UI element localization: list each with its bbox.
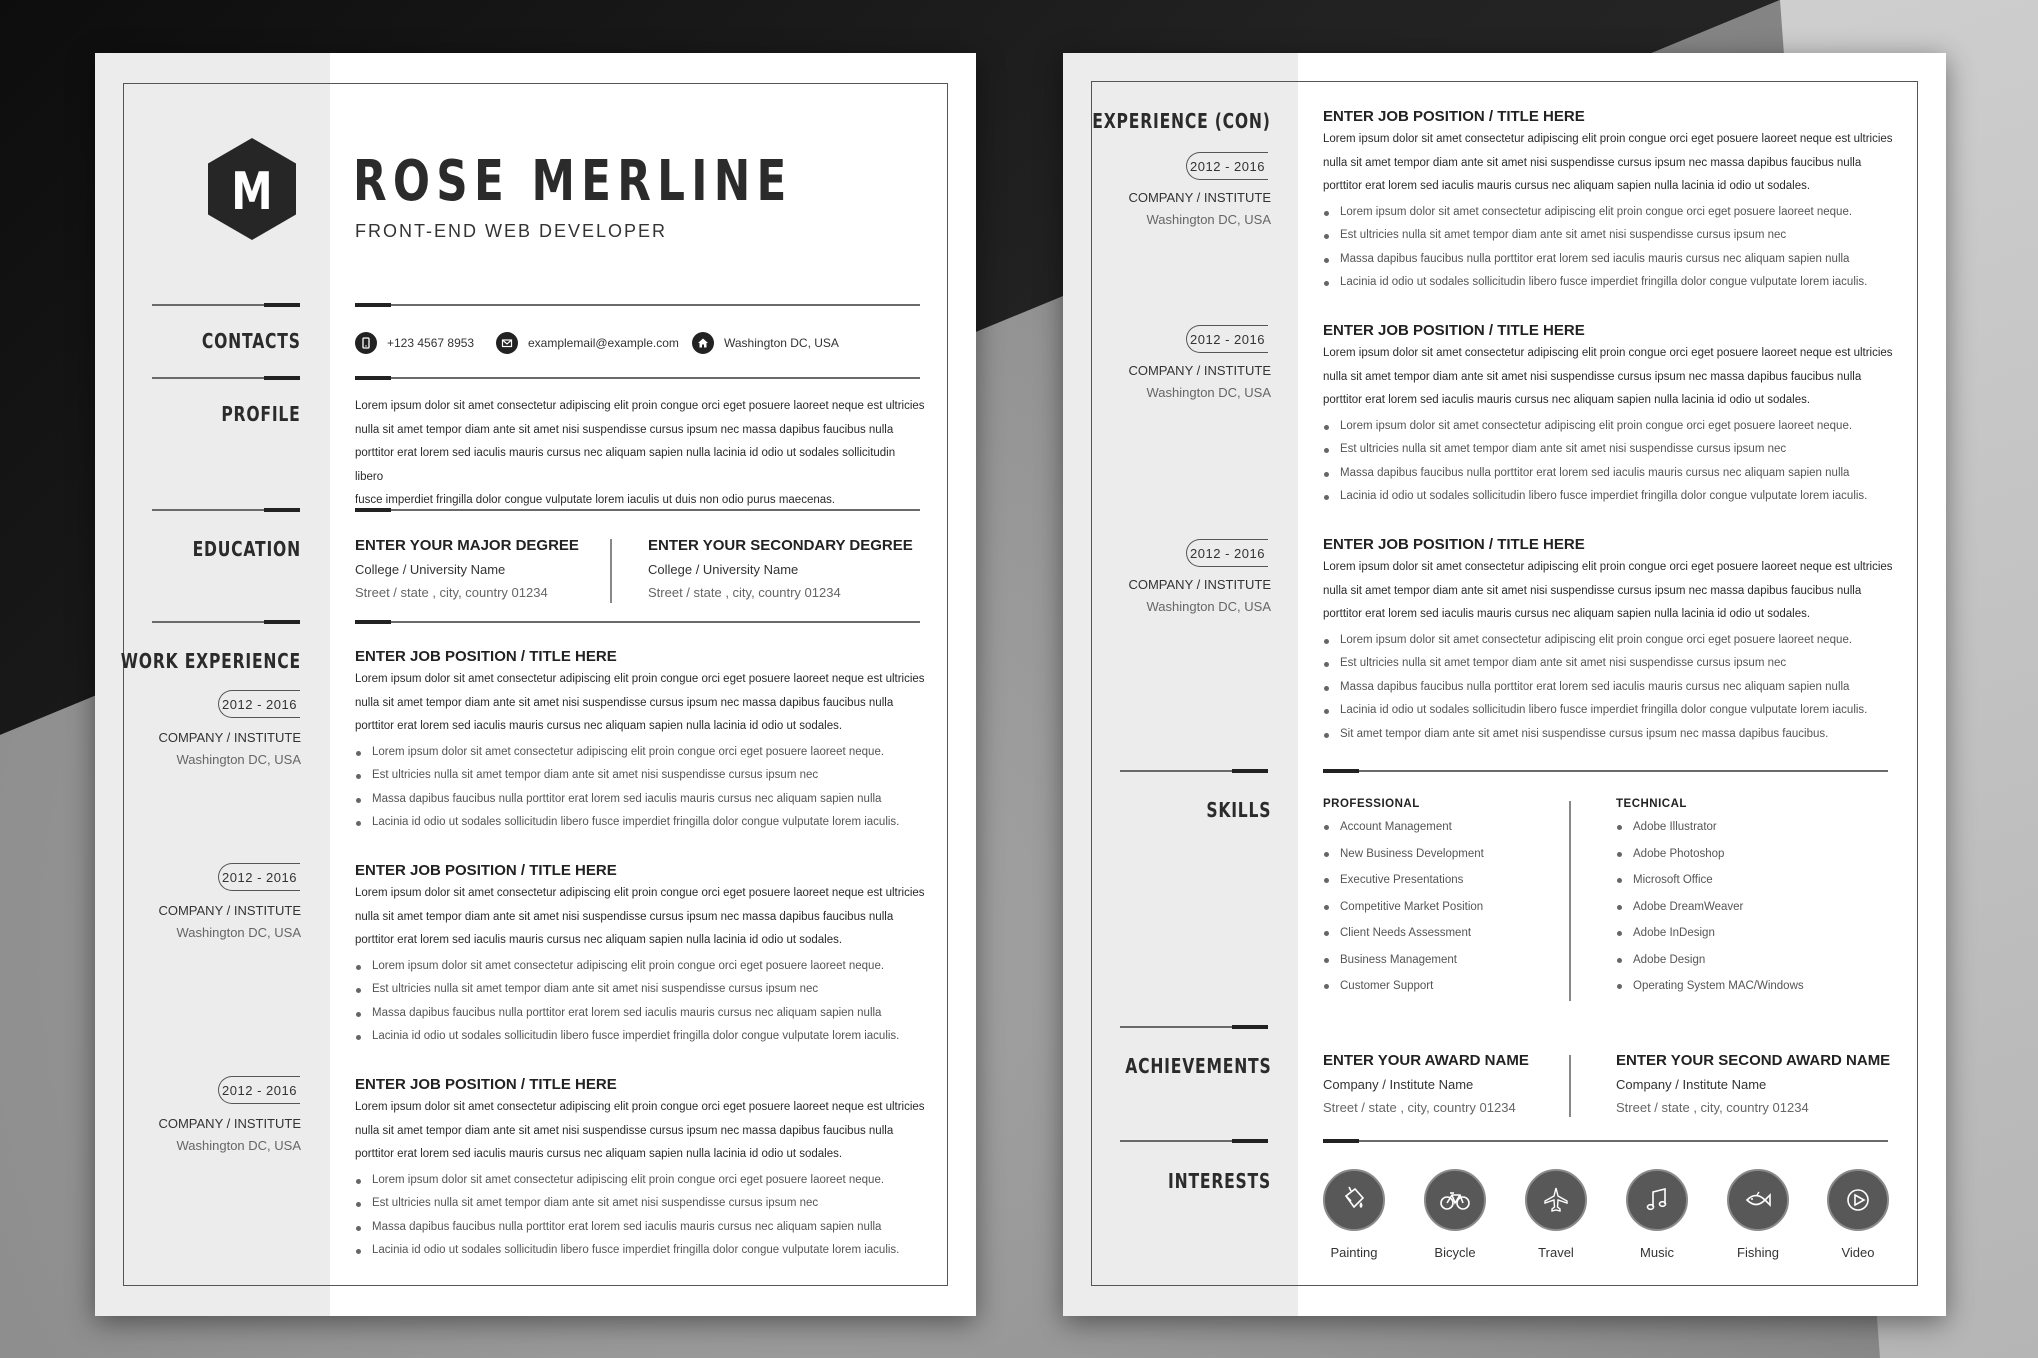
divider	[1120, 1026, 1268, 1028]
job-entry	[355, 1076, 925, 1263]
interest-video	[1827, 1169, 1889, 1260]
award-address: Street / state , city, country 01234	[1323, 1100, 1516, 1115]
divider	[355, 304, 920, 306]
list-item: Est ultricies nulla sit amet tempor diam ante sit amet nisi suspendisse cursus ipsum nec	[355, 1192, 925, 1216]
job-description-line: nulla sit amet tempor diam ante sit amet nisi suspendisse cursus ipsum nec massa dapibus faucibus nulla	[355, 1124, 894, 1137]
list-item: Lorem ipsum dolor sit amet consectetur adipiscing elit proin congue orci eget posuere laoreet neque.	[1323, 629, 1893, 653]
job-description-line: nulla sit amet tempor diam ante sit amet nisi suspendisse cursus ipsum nec massa dapibus faucibus nulla	[1323, 156, 1862, 169]
divider	[1323, 1140, 1888, 1142]
interest-label: Video	[1841, 1245, 1875, 1260]
list-item: Lorem ipsum dolor sit amet consectetur adipiscing elit proin congue orci eget posuere laoreet neque.	[1323, 201, 1893, 225]
list-item: Massa dapibus faucibus nulla porttitor erat lorem sed iaculis mauris cursus nec aliquam sapien nulla	[1323, 248, 1893, 272]
company-location: Washington DC, USA	[176, 925, 301, 940]
job-description-line: nulla sit amet tempor diam ante sit amet nisi suspendisse cursus ipsum nec massa dapibus faucibus nulla	[355, 696, 894, 709]
section-title-achievements: ACHIEVEMENTS	[1124, 1054, 1271, 1078]
profile-text	[355, 395, 925, 513]
job-description-line: porttitor erat lorem sed iaculis mauris cursus nec aliquam sapien nulla lacinia id odio ut sodales.	[355, 934, 843, 946]
company-location: Washington DC, USA	[1146, 385, 1271, 400]
list-item: Est ultricies nulla sit amet tempor diam ante sit amet nisi suspendisse cursus ipsum nec	[355, 978, 925, 1002]
job-position: ENTER JOB POSITION / TITLE HERE	[1323, 108, 1585, 125]
airplane-icon	[1525, 1169, 1587, 1231]
skills-heading: PROFESSIONAL	[1323, 798, 1420, 810]
list-item: Operating System MAC/Windows	[1616, 973, 1804, 1000]
list-item: Massa dapibus faucibus nulla porttitor erat lorem sed iaculis mauris cursus nec aliquam sapien nulla	[1323, 676, 1893, 700]
list-item: Massa dapibus faucibus nulla porttitor erat lorem sed iaculis mauris cursus nec aliquam sapien nulla	[355, 1002, 925, 1026]
play-icon	[1827, 1169, 1889, 1231]
job-position: ENTER JOB POSITION / TITLE HERE	[1323, 322, 1585, 339]
list-item: Lacinia id odio ut sodales sollicitudin libero fusce imperdiet fringilla dolor congue vulputate lorem iaculis.	[355, 811, 925, 835]
job-description-line: porttitor erat lorem sed iaculis mauris cursus nec aliquam sapien nulla lacinia id odio ut sodales.	[355, 1148, 843, 1160]
job-description-line: porttitor erat lorem sed iaculis mauris cursus nec aliquam sapien nulla lacinia id odio ut sodales.	[1323, 180, 1811, 192]
divider	[152, 304, 300, 306]
interest-painting	[1323, 1169, 1385, 1260]
award-item	[1616, 1052, 1890, 1115]
contact-phone-text: +123 4567 8953	[387, 336, 475, 350]
list-item: Lacinia id odio ut sodales sollicitudin libero fusce imperdiet fringilla dolor congue vulputate lorem iaculis.	[1323, 699, 1893, 723]
divider	[1323, 770, 1888, 772]
job-position: ENTER JOB POSITION / TITLE HERE	[355, 862, 617, 879]
skills-heading: TECHNICAL	[1616, 798, 1687, 810]
list-item: Lorem ipsum dolor sit amet consectetur adipiscing elit proin congue orci eget posuere laoreet neque.	[355, 741, 925, 765]
divider	[152, 377, 300, 379]
job-entry	[355, 648, 925, 835]
job-position: ENTER JOB POSITION / TITLE HERE	[355, 648, 617, 665]
list-item: Massa dapibus faucibus nulla porttitor erat lorem sed iaculis mauris cursus nec aliquam sapien nulla	[355, 1216, 925, 1240]
date-range: 2012 - 2016	[1186, 539, 1268, 567]
list-item: Massa dapibus faucibus nulla porttitor erat lorem sed iaculis mauris cursus nec aliquam sapien nulla	[355, 788, 925, 812]
candidate-title: FRONT-END WEB DEVELOPER	[355, 221, 668, 241]
company-name: COMPANY / INSTITUTE	[158, 730, 301, 745]
section-title-profile: PROFILE	[221, 402, 301, 426]
divider	[355, 509, 920, 511]
list-item: Lacinia id odio ut sodales sollicitudin libero fusce imperdiet fringilla dolor congue vulputate lorem iaculis.	[355, 1239, 925, 1263]
job-description-line: Lorem ipsum dolor sit amet consectetur adipiscing elit proin congue orci eget posuere laoreet neque est ultricies	[355, 673, 925, 685]
company-name: COMPANY / INSTITUTE	[158, 1116, 301, 1131]
list-item: Lorem ipsum dolor sit amet consectetur adipiscing elit proin congue orci eget posuere laoreet neque.	[355, 955, 925, 979]
list-item: Est ultricies nulla sit amet tempor diam ante sit amet nisi suspendisse cursus ipsum nec	[1323, 652, 1893, 676]
job-description-line: Lorem ipsum dolor sit amet consectetur adipiscing elit proin congue orci eget posuere laoreet neque est ultricies	[355, 887, 925, 899]
company-name: COMPANY / INSTITUTE	[1128, 363, 1271, 378]
section-title-interests: INTERESTS	[1168, 1169, 1271, 1193]
skills-professional	[1323, 798, 1484, 1000]
list-item: Business Management	[1323, 947, 1484, 974]
list-item: Lacinia id odio ut sodales sollicitudin libero fusce imperdiet fringilla dolor congue vulputate lorem iaculis.	[355, 1025, 925, 1049]
company-location: Washington DC, USA	[176, 752, 301, 767]
section-title-experience-continued: EXPERIENCE (CON)	[1092, 109, 1271, 133]
mail-icon	[496, 332, 518, 354]
resume-page-1	[95, 53, 976, 1316]
list-item: Lacinia id odio ut sodales sollicitudin libero fusce imperdiet fringilla dolor congue vulputate lorem iaculis.	[1323, 485, 1893, 509]
list-item: Adobe InDesign	[1616, 920, 1804, 947]
company-location: Washington DC, USA	[1146, 599, 1271, 614]
contact-location-text: Washington DC, USA	[724, 336, 839, 350]
monogram-logo	[199, 136, 305, 242]
resume-page-2	[1063, 53, 1946, 1316]
job-entry	[1323, 536, 1893, 746]
interest-label: Travel	[1538, 1245, 1574, 1260]
fish-icon	[1727, 1169, 1789, 1231]
award-name: ENTER YOUR AWARD NAME	[1323, 1052, 1529, 1069]
job-description-line: porttitor erat lorem sed iaculis mauris cursus nec aliquam sapien nulla lacinia id odio ut sodales.	[1323, 394, 1811, 406]
award-address: Street / state , city, country 01234	[1616, 1100, 1809, 1115]
job-entry	[355, 862, 925, 1049]
school-name: College / University Name	[648, 562, 799, 577]
award-company: Company / Institute Name	[1323, 1077, 1474, 1092]
school-address: Street / state , city, country 01234	[355, 585, 548, 600]
list-item: Lorem ipsum dolor sit amet consectetur adipiscing elit proin congue orci eget posuere laoreet neque.	[1323, 415, 1893, 439]
list-item: New Business Development	[1323, 841, 1484, 868]
job-description-line: porttitor erat lorem sed iaculis mauris cursus nec aliquam sapien nulla lacinia id odio ut sodales.	[1323, 608, 1811, 620]
job-description-line: porttitor erat lorem sed iaculis mauris cursus nec aliquam sapien nulla lacinia id odio ut sodales.	[355, 720, 843, 732]
phone-icon	[355, 332, 377, 354]
job-description-line: nulla sit amet tempor diam ante sit amet nisi suspendisse cursus ipsum nec massa dapibus faucibus nulla	[355, 910, 894, 923]
list-item: Adobe Illustrator	[1616, 814, 1804, 841]
job-bullets	[355, 741, 925, 835]
section-title-skills: SKILLS	[1206, 798, 1271, 822]
list-item: Est ultricies nulla sit amet tempor diam ante sit amet nisi suspendisse cursus ipsum nec	[1323, 224, 1893, 248]
music-note-icon	[1626, 1169, 1688, 1231]
job-description-line: nulla sit amet tempor diam ante sit amet nisi suspendisse cursus ipsum nec massa dapibus faucibus nulla	[1323, 584, 1862, 597]
profile-line: porttitor erat lorem sed iaculis mauris cursus nec aliquam sapien nulla lacinia id odio ut sodales sollicitudin libero	[355, 447, 896, 483]
list-item: Customer Support	[1323, 973, 1484, 1000]
job-position: ENTER JOB POSITION / TITLE HERE	[355, 1076, 617, 1093]
list-item: Competitive Market Position	[1323, 894, 1484, 921]
list-item: Est ultricies nulla sit amet tempor diam ante sit amet nisi suspendisse cursus ipsum nec	[1323, 438, 1893, 462]
divider	[152, 509, 300, 511]
contact-location	[692, 332, 839, 354]
company-name: COMPANY / INSTITUTE	[158, 903, 301, 918]
interest-label: Painting	[1330, 1245, 1378, 1260]
list-item: Adobe Photoshop	[1616, 841, 1804, 868]
divider	[355, 621, 920, 623]
company-location: Washington DC, USA	[176, 1138, 301, 1153]
column-separator	[610, 539, 612, 603]
job-description-line: Lorem ipsum dolor sit amet consectetur adipiscing elit proin congue orci eget posuere laoreet neque est ultricies	[355, 1101, 925, 1113]
skills-technical	[1616, 798, 1804, 1000]
divider	[1120, 770, 1268, 772]
list-item: Lorem ipsum dolor sit amet consectetur adipiscing elit proin congue orci eget posuere laoreet neque.	[355, 1169, 925, 1193]
section-title-education: EDUCATION	[192, 537, 301, 561]
contact-email-text: examplemail@example.com	[528, 336, 679, 350]
bicycle-icon	[1424, 1169, 1486, 1231]
date-range: 2012 - 2016	[218, 1076, 300, 1104]
date-range: 2012 - 2016	[218, 863, 300, 891]
list-item: Adobe DreamWeaver	[1616, 894, 1804, 921]
job-bullets	[355, 1169, 925, 1263]
degree-title: ENTER YOUR SECONDARY DEGREE	[648, 537, 913, 554]
interest-music	[1626, 1169, 1688, 1260]
company-location: Washington DC, USA	[1146, 212, 1271, 227]
job-description-line: Lorem ipsum dolor sit amet consectetur adipiscing elit proin congue orci eget posuere laoreet neque est ultricies	[1323, 133, 1893, 145]
education-item	[355, 537, 579, 600]
list-item: Executive Presentations	[1323, 867, 1484, 894]
date-range: 2012 - 2016	[1186, 325, 1268, 353]
school-address: Street / state , city, country 01234	[648, 585, 841, 600]
job-entry	[1323, 322, 1893, 509]
school-name: College / University Name	[355, 562, 506, 577]
list-item: Lacinia id odio ut sodales sollicitudin libero fusce imperdiet fringilla dolor congue vulputate lorem iaculis.	[1323, 271, 1893, 295]
interest-bicycle	[1424, 1169, 1486, 1260]
job-bullets	[1323, 629, 1893, 747]
list-item: Sit amet tempor diam ante sit amet nisi suspendisse cursus ipsum nec massa dapibus faucibus.	[1323, 723, 1893, 747]
company-name: COMPANY / INSTITUTE	[1128, 577, 1271, 592]
divider	[355, 377, 920, 379]
candidate-name: ROSE MERLINE	[353, 149, 793, 214]
interest-label: Bicycle	[1434, 1245, 1476, 1260]
list-item: Client Needs Assessment	[1323, 920, 1484, 947]
section-title-work-experience: WORK EXPERIENCE	[120, 649, 301, 673]
home-icon	[692, 332, 714, 354]
profile-line: Lorem ipsum dolor sit amet consectetur adipiscing elit proin congue orci eget posuere laoreet neque est ultricies	[355, 400, 925, 412]
job-entry	[1323, 108, 1893, 295]
contact-phone	[355, 332, 474, 354]
date-range: 2012 - 2016	[1186, 152, 1268, 180]
contact-email	[496, 332, 679, 354]
job-description-line: Lorem ipsum dolor sit amet consectetur adipiscing elit proin congue orci eget posuere laoreet neque est ultricies	[1323, 561, 1893, 573]
profile-line: fusce imperdiet fringilla dolor congue vulputate lorem iaculis ut duis non odio purus maecenas.	[355, 494, 836, 506]
list-item: Adobe Design	[1616, 947, 1804, 974]
company-name: COMPANY / INSTITUTE	[1128, 190, 1271, 205]
job-bullets	[355, 955, 925, 1049]
job-bullets	[1323, 415, 1893, 509]
profile-line: nulla sit amet tempor diam ante sit amet nisi suspendisse cursus ipsum nec massa dapibus faucibus nulla	[355, 423, 894, 436]
list-item: Massa dapibus faucibus nulla porttitor erat lorem sed iaculis mauris cursus nec aliquam sapien nulla	[1323, 462, 1893, 486]
list-item: Est ultricies nulla sit amet tempor diam ante sit amet nisi suspendisse cursus ipsum nec	[355, 764, 925, 788]
paint-bucket-icon	[1323, 1169, 1385, 1231]
divider	[1120, 1140, 1268, 1142]
divider	[152, 621, 300, 623]
job-position: ENTER JOB POSITION / TITLE HERE	[1323, 536, 1585, 553]
section-title-contacts: CONTACTS	[202, 329, 301, 353]
interest-fishing	[1727, 1169, 1789, 1260]
award-item	[1323, 1052, 1529, 1115]
list-item: Microsoft Office	[1616, 867, 1804, 894]
award-name: ENTER YOUR SECOND AWARD NAME	[1616, 1052, 1891, 1069]
list-item: Account Management	[1323, 814, 1484, 841]
education-item	[648, 537, 913, 600]
job-description-line: Lorem ipsum dolor sit amet consectetur adipiscing elit proin congue orci eget posuere laoreet neque est ultricies	[1323, 347, 1893, 359]
degree-title: ENTER YOUR MAJOR DEGREE	[355, 537, 579, 554]
interest-label: Fishing	[1737, 1245, 1779, 1260]
column-separator	[1569, 801, 1571, 1001]
job-description-line: nulla sit amet tempor diam ante sit amet nisi suspendisse cursus ipsum nec massa dapibus faucibus nulla	[1323, 370, 1862, 383]
job-bullets	[1323, 201, 1893, 295]
monogram-letter: M	[231, 161, 273, 223]
interest-travel	[1525, 1169, 1587, 1260]
award-company: Company / Institute Name	[1616, 1077, 1767, 1092]
interest-label: Music	[1640, 1245, 1674, 1260]
column-separator	[1569, 1055, 1571, 1117]
date-range: 2012 - 2016	[218, 690, 300, 718]
